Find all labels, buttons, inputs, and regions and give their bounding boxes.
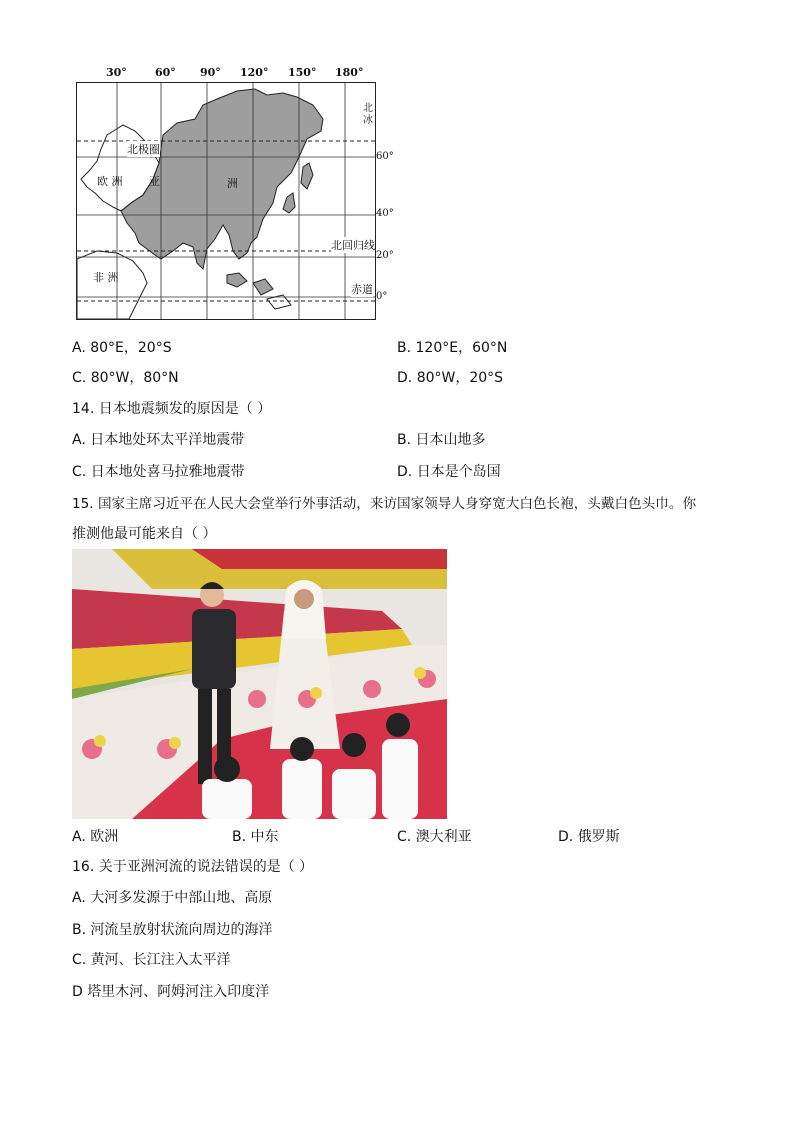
lon-label: 30° bbox=[106, 66, 127, 79]
q13-option-b[interactable]: B. 120°E，60°N bbox=[397, 340, 508, 356]
q14-option-c[interactable]: C. 日本地处喜马拉雅地震带 bbox=[72, 464, 245, 480]
tropic-cancer-label: 北回归线 bbox=[331, 239, 375, 252]
q15-option-a[interactable]: A. 欧洲 bbox=[72, 829, 119, 845]
q16-option-c[interactable]: C. 黄河、长江注入太平洋 bbox=[72, 952, 231, 968]
q15-option-b[interactable]: B. 中东 bbox=[232, 829, 279, 845]
arctic-circle-label: 北极圈 bbox=[127, 143, 160, 156]
asia-label-2: 洲 bbox=[227, 177, 238, 190]
state-visit-photo bbox=[72, 549, 447, 819]
q16-option-b[interactable]: B. 河流呈放射状流向周边的海洋 bbox=[72, 922, 273, 938]
lat-label: 0° bbox=[376, 291, 388, 302]
q13-option-a[interactable]: A. 80°E，20°S bbox=[72, 340, 172, 356]
q16-option-d[interactable]: D 塔里木河、阿姆河注入印度洋 bbox=[72, 984, 270, 1000]
q13-option-c[interactable]: C. 80°W，80°N bbox=[72, 370, 179, 386]
q13-option-d[interactable]: D. 80°W，20°S bbox=[397, 370, 504, 386]
equator-label: 赤道 bbox=[351, 283, 373, 296]
lon-label: 120° bbox=[240, 66, 269, 79]
q14-option-d[interactable]: D. 日本是个岛国 bbox=[397, 464, 501, 480]
lat-label: 20° bbox=[376, 250, 394, 261]
q15-option-d[interactable]: D. 俄罗斯 bbox=[558, 829, 620, 845]
africa-label: 非 洲 bbox=[93, 271, 119, 284]
arctic-ocean-label: 北冰 bbox=[363, 103, 373, 126]
q14-option-a[interactable]: A. 日本地处环太平洋地震带 bbox=[72, 432, 245, 448]
q15-stem-line2: 推测他最可能来自（ ） bbox=[72, 526, 217, 542]
lon-label: 150° bbox=[288, 66, 317, 79]
asia-map bbox=[76, 82, 376, 320]
q16-option-a[interactable]: A. 大河多发源于中部山地、高原 bbox=[72, 890, 273, 906]
q15-stem-line1: 15. 国家主席习近平在人民大会堂举行外事活动，来访国家领导人身穿宽大白色长袍，头戴白色头巾。你 bbox=[72, 496, 697, 512]
map-drawing bbox=[77, 83, 375, 319]
photo-drawing bbox=[72, 549, 447, 819]
q16-stem: 16. 关于亚洲河流的说法错误的是（ ） bbox=[72, 859, 314, 875]
lon-label: 180° bbox=[335, 66, 364, 79]
lon-label: 60° bbox=[155, 66, 176, 79]
q14-option-b[interactable]: B. 日本山地多 bbox=[397, 432, 486, 448]
q15-option-c[interactable]: C. 澳大利亚 bbox=[397, 829, 472, 845]
lon-label: 90° bbox=[200, 66, 221, 79]
asia-label-1: 亚 bbox=[149, 175, 160, 188]
africa-outline bbox=[77, 251, 147, 319]
lat-label: 60° bbox=[376, 151, 394, 162]
lat-label: 40° bbox=[376, 208, 394, 219]
q14-stem: 14. 日本地震频发的原因是（ ） bbox=[72, 401, 272, 417]
europe-label: 欧 洲 bbox=[97, 175, 123, 188]
